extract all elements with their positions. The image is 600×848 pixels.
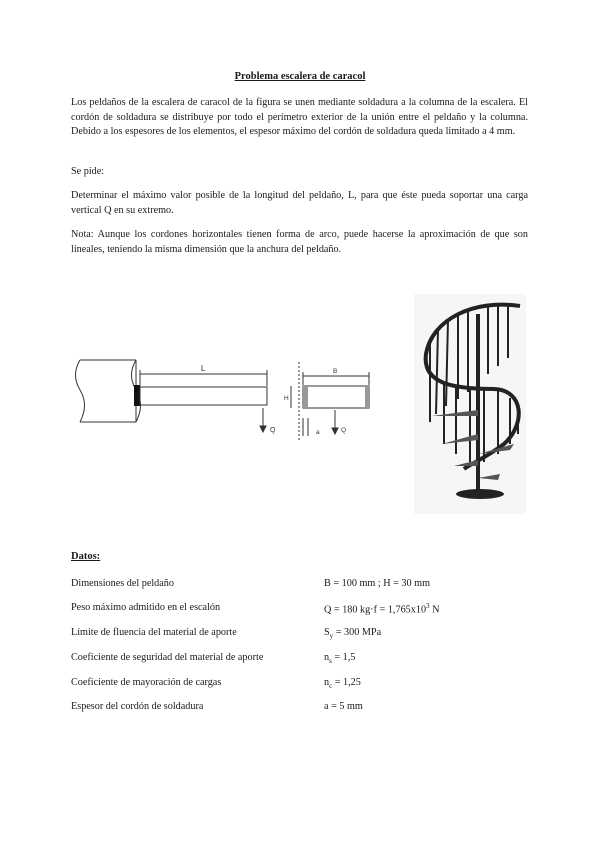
data-value: $S_y = 300$ MPa bbox=[324, 627, 382, 641]
column-left-break bbox=[76, 360, 85, 422]
height-label: H bbox=[284, 395, 289, 402]
step-side-view-diagram bbox=[70, 350, 280, 440]
data-row-yield-strength bbox=[71, 627, 531, 641]
document-title: Problema escalera de caracol bbox=[234, 71, 366, 82]
data-value: a = 5 mm bbox=[324, 701, 363, 712]
data-label: Coeficiente de mayoración de cargas bbox=[71, 677, 222, 688]
note-paragraph: Nota: Aunque los cordones horizontales tienen forma de arco, puede hacerse la aproximación de que son lineales, teniendo la misma dimensión que la anchura del peldaño. bbox=[71, 229, 528, 255]
data-row-safety-factor bbox=[71, 652, 531, 666]
data-row-load-factor bbox=[71, 677, 531, 691]
data-row-weld-thickness bbox=[71, 701, 531, 715]
data-label: Límite de fluencia del material de aporte bbox=[71, 627, 237, 638]
throat-label: a bbox=[316, 429, 320, 436]
spiral-staircase-photo bbox=[414, 294, 526, 514]
data-label: Coeficiente de seguridad del material de aporte bbox=[71, 652, 264, 663]
section-rect bbox=[303, 386, 369, 408]
task-paragraph: Determinar el máximo valor posible de la longitud del peldaño, L, para que éste pueda soportar una carga vertical Q en su extremo. bbox=[71, 190, 528, 216]
data-label: Dimensiones del peldaño bbox=[71, 578, 174, 589]
data-value: Q = 180 $kg\cdot f = 1,765x10^3$ N bbox=[324, 602, 440, 616]
data-value: $n_c = 1,25$ bbox=[324, 677, 361, 691]
length-label: L bbox=[201, 364, 206, 373]
data-value: B = 100 mm ; H = 30 mm bbox=[324, 578, 431, 589]
step-rect bbox=[140, 387, 267, 405]
load-label-side: Q bbox=[270, 427, 276, 434]
data-row-max-load bbox=[71, 602, 531, 616]
data-section-title: Datos: bbox=[71, 551, 101, 562]
width-label: B bbox=[333, 368, 338, 375]
weld-mark bbox=[134, 385, 140, 406]
load-label-section: Q bbox=[341, 427, 347, 434]
data-value: $n_s = 1,5$ bbox=[324, 652, 356, 666]
data-row-dimensions bbox=[71, 578, 531, 592]
se-pide-label: Se pide: bbox=[71, 166, 105, 177]
data-label: Peso máximo admitido en el escalón bbox=[71, 602, 221, 613]
step-section-diagram bbox=[283, 362, 383, 442]
problem-statement: Los peldaños de la escalera de caracol de la figura se unen mediante soldadura a la columna de la escalera. El cordón de soldadura se distribuye por todo el perímetro exterior de la unión entre el peldaño y la columna. Debido a los espesores de los elementos, el espesor máximo del cordón de soldadura queda limitado a 4 mm. bbox=[71, 97, 528, 138]
data-label: Espesor del cordón de soldadura bbox=[71, 701, 204, 712]
